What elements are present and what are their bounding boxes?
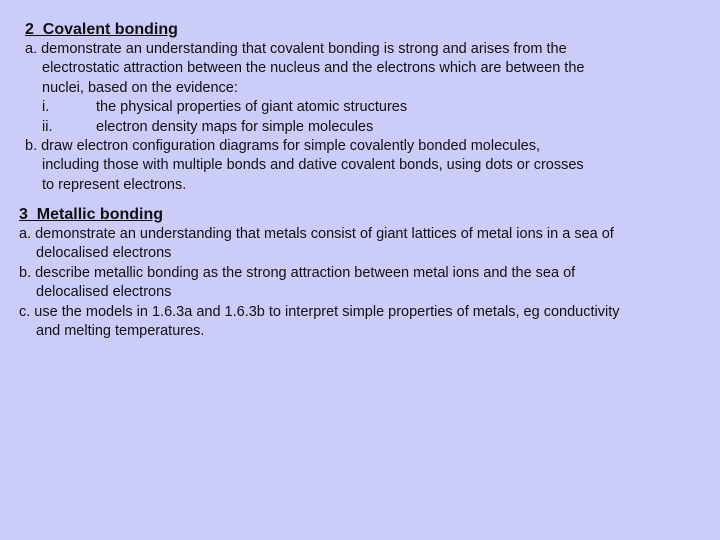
objective-b-line-2: including those with multiple bonds and dative covalent bonds, using dots or crosses: [42, 157, 584, 174]
objective-a-line-2: electrostatic attraction between the nucleus and the electrons which are between the: [42, 60, 585, 77]
evidence-item-ii: [0, 118, 720, 137]
objective-b-line-3: to represent electrons.: [42, 176, 187, 193]
metallic-objective-b-line-1: b. describe metallic bonding as the strong attraction between metal ions and the sea of: [19, 264, 576, 281]
covalent-bonding-heading: 2 Covalent bonding: [25, 21, 178, 38]
evidence-item-ii-text: electron density maps for simple molecules: [96, 118, 374, 135]
metallic-bonding-section: [0, 205, 720, 341]
metallic-objective-c-line-2: and melting temperatures.: [36, 323, 205, 340]
metallic-bonding-heading: 3 Metallic bonding: [19, 206, 164, 223]
metallic-objective-a-line-2: delocalised electrons: [36, 245, 172, 262]
metallic-objective-a-line-1: a. demonstrate an understanding that metals consist of giant lattices of metal ions in a sea of: [19, 226, 614, 242]
metallic-objective-b-line-2: delocalised electrons: [36, 284, 172, 301]
covalent-bonding-section: [0, 20, 720, 195]
evidence-item-i-number: i.: [42, 99, 50, 116]
evidence-item-ii-number: ii.: [42, 118, 53, 135]
evidence-item-i-text: the physical properties of giant atomic structures: [96, 99, 408, 116]
metallic-objective-c-line-1: c. use the models in 1.6.3a and 1.6.3b to interpret simple properties of metals, eg conductivity: [19, 303, 620, 320]
evidence-item-i: [0, 98, 720, 117]
objective-b-line-1: b. draw electron configuration diagrams for simple covalently bonded molecules,: [25, 138, 541, 155]
objective-a-line-3: nuclei, based on the evidence:: [42, 79, 238, 96]
objective-a-line-1: a. demonstrate an understanding that covalent bonding is strong and arises from the: [25, 41, 567, 57]
